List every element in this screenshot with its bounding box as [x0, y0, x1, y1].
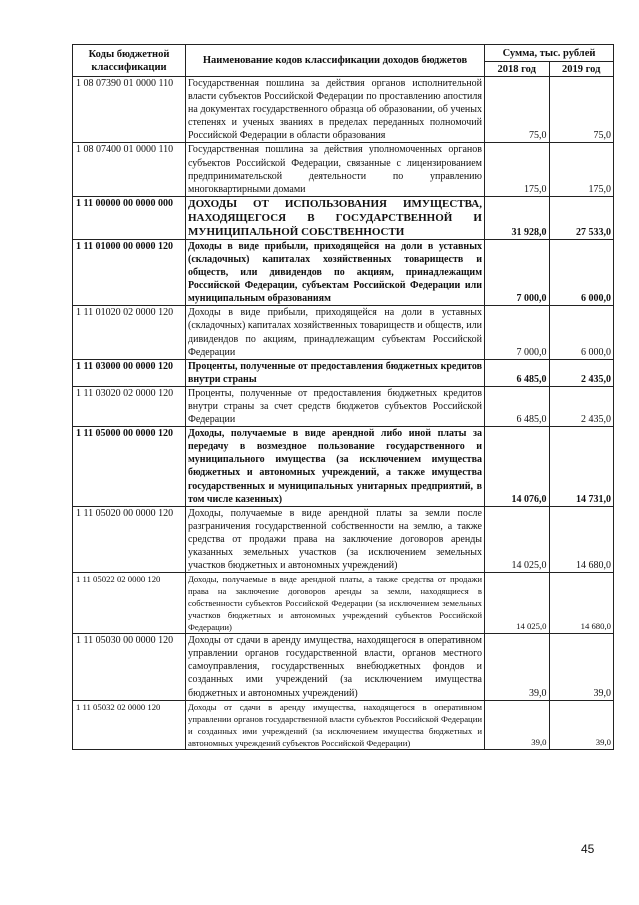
row-value-2019: 2 435,0: [549, 359, 614, 386]
header-name: Наименование кодов классификации доходов бюджетов: [186, 45, 485, 77]
row-name: Проценты, полученные от предоставления бюджетных кредитов внутри страны за счет средств бюджетов субъектов Российской Федерации: [186, 386, 485, 426]
row-code: 1 08 07400 01 0000 110: [73, 143, 186, 196]
row-code: 1 11 03000 00 0000 120: [73, 359, 186, 386]
table-body: [73, 77, 614, 750]
row-code: 1 11 05032 02 0000 120: [73, 700, 186, 749]
row-value-2018: 39,0: [485, 700, 550, 749]
budget-table-container: [72, 44, 614, 750]
row-name: Доходы от сдачи в аренду имущества, находящегося в оперативном управлении органов государственной власти, органов местного самоуправления, государственных внебюджетных фондов и созданных ими учреждений (за исключением имущества бюджетных и автономных учреждений): [186, 634, 485, 700]
row-name: Доходы в виде прибыли, приходящейся на доли в уставных (складочных) капиталах хозяйственных товариществ и обществ, или дивидендов по акциям, принадлежащим Российской Федерации, субъектам Российской Федерации или муниципальным образованиям: [186, 239, 485, 305]
row-value-2018: 6 485,0: [485, 359, 550, 386]
row-code: 1 08 07390 01 0000 110: [73, 77, 186, 143]
row-value-2018: 14 025,0: [485, 573, 550, 634]
row-name: Доходы от сдачи в аренду имущества, находящегося в оперативном управлении органов государственной власти субъектов Российской Федерации и созданных ими учреждений (за исключением имущества бюджетных и автономных учреждений субъектов Российской Федерации): [186, 700, 485, 749]
row-value-2019: 14 680,0: [549, 506, 614, 572]
row-value-2019: 6 000,0: [549, 239, 614, 305]
row-value-2019: 75,0: [549, 77, 614, 143]
table-row: [73, 634, 614, 700]
table-row: [73, 573, 614, 634]
row-value-2018: 175,0: [485, 143, 550, 196]
table-row: [73, 196, 614, 239]
table-row: [73, 143, 614, 196]
row-value-2018: 6 485,0: [485, 386, 550, 426]
row-name: Доходы в виде прибыли, приходящейся на доли в уставных (складочных) капиталах хозяйственных товариществ и обществ, или дивидендов по акциям, принадлежащим субъектам Российской Федерации: [186, 306, 485, 359]
row-code: 1 11 05000 00 0000 120: [73, 427, 186, 507]
row-code: 1 11 01000 00 0000 120: [73, 239, 186, 305]
row-value-2018: 14 025,0: [485, 506, 550, 572]
header-year-2018: 2018 год: [485, 62, 550, 77]
row-value-2019: 175,0: [549, 143, 614, 196]
header-year-2019: 2019 год: [549, 62, 614, 77]
row-value-2018: 7 000,0: [485, 239, 550, 305]
row-name: Доходы, получаемые в виде арендной платы, а также средства от продажи права на заключение договоров аренды за земли, находящиеся в собственности субъектов Российской Федерации (за исключением земельных участков бюджетных и автономных учреждений субъектов Российской Федерации): [186, 573, 485, 634]
row-code: 1 11 03020 02 0000 120: [73, 386, 186, 426]
row-name: Проценты, полученные от предоставления бюджетных кредитов внутри страны: [186, 359, 485, 386]
page-number: 45: [581, 842, 595, 856]
row-value-2019: 14 680,0: [549, 573, 614, 634]
row-value-2019: 39,0: [549, 700, 614, 749]
row-value-2018: 14 076,0: [485, 427, 550, 507]
row-code: 1 11 05020 00 0000 120: [73, 506, 186, 572]
table-header-row: [73, 45, 614, 62]
table-row: [73, 427, 614, 507]
row-name: Государственная пошлина за действия органов исполнительной власти субъектов Российской Федерации по проставлению апостиля на документах государственного образца об образовании, об ученых степенях и ученых званиях в пределах переданных полномочий Российской Федерации в области образования: [186, 77, 485, 143]
row-name: Доходы, получаемые в виде арендной платы за земли после разграничения государственной собственности на землю, а также средства от продажи права на заключение договоров аренды указанных земельных участков (за исключением земельных участков бюджетных и автономных учреждений): [186, 506, 485, 572]
row-value-2018: 31 928,0: [485, 196, 550, 239]
row-value-2019: 2 435,0: [549, 386, 614, 426]
row-value-2019: 39,0: [549, 634, 614, 700]
table-row: [73, 359, 614, 386]
row-value-2018: 75,0: [485, 77, 550, 143]
table-row: [73, 306, 614, 359]
header-sum: Сумма, тыс. рублей: [485, 45, 614, 62]
row-value-2019: 6 000,0: [549, 306, 614, 359]
table-row: [73, 239, 614, 305]
row-value-2018: 7 000,0: [485, 306, 550, 359]
row-code: 1 11 05030 00 0000 120: [73, 634, 186, 700]
table-row: [73, 386, 614, 426]
row-name: Государственная пошлина за действия уполномоченных органов субъектов Российской Федерации, связанные с лицензированием предпринимательской деятельности по управлению многоквартирными домами: [186, 143, 485, 196]
row-code: 1 11 05022 02 0000 120: [73, 573, 186, 634]
row-name: ДОХОДЫ ОТ ИСПОЛЬЗОВАНИЯ ИМУЩЕСТВА, НАХОДЯЩЕГОСЯ В ГОСУДАРСТВЕННОЙ И МУНИЦИПАЛЬНОЙ СОБСТВЕННОСТИ: [186, 196, 485, 239]
budget-revenue-table: [72, 44, 614, 750]
row-value-2019: 27 533,0: [549, 196, 614, 239]
row-code: 1 11 00000 00 0000 000: [73, 196, 186, 239]
row-name: Доходы, получаемые в виде арендной либо иной платы за передачу в возмездное пользование государственного и муниципального имущества (за исключением имущества бюджетных и автономных учреждений, а также имущества государственных и муниципальных унитарных предприятий, в том числе казенных): [186, 427, 485, 507]
row-code: 1 11 01020 02 0000 120: [73, 306, 186, 359]
header-codes: Коды бюджетной классификации: [73, 45, 186, 77]
row-value-2019: 14 731,0: [549, 427, 614, 507]
table-row: [73, 506, 614, 572]
row-value-2018: 39,0: [485, 634, 550, 700]
table-row: [73, 77, 614, 143]
table-row: [73, 700, 614, 749]
